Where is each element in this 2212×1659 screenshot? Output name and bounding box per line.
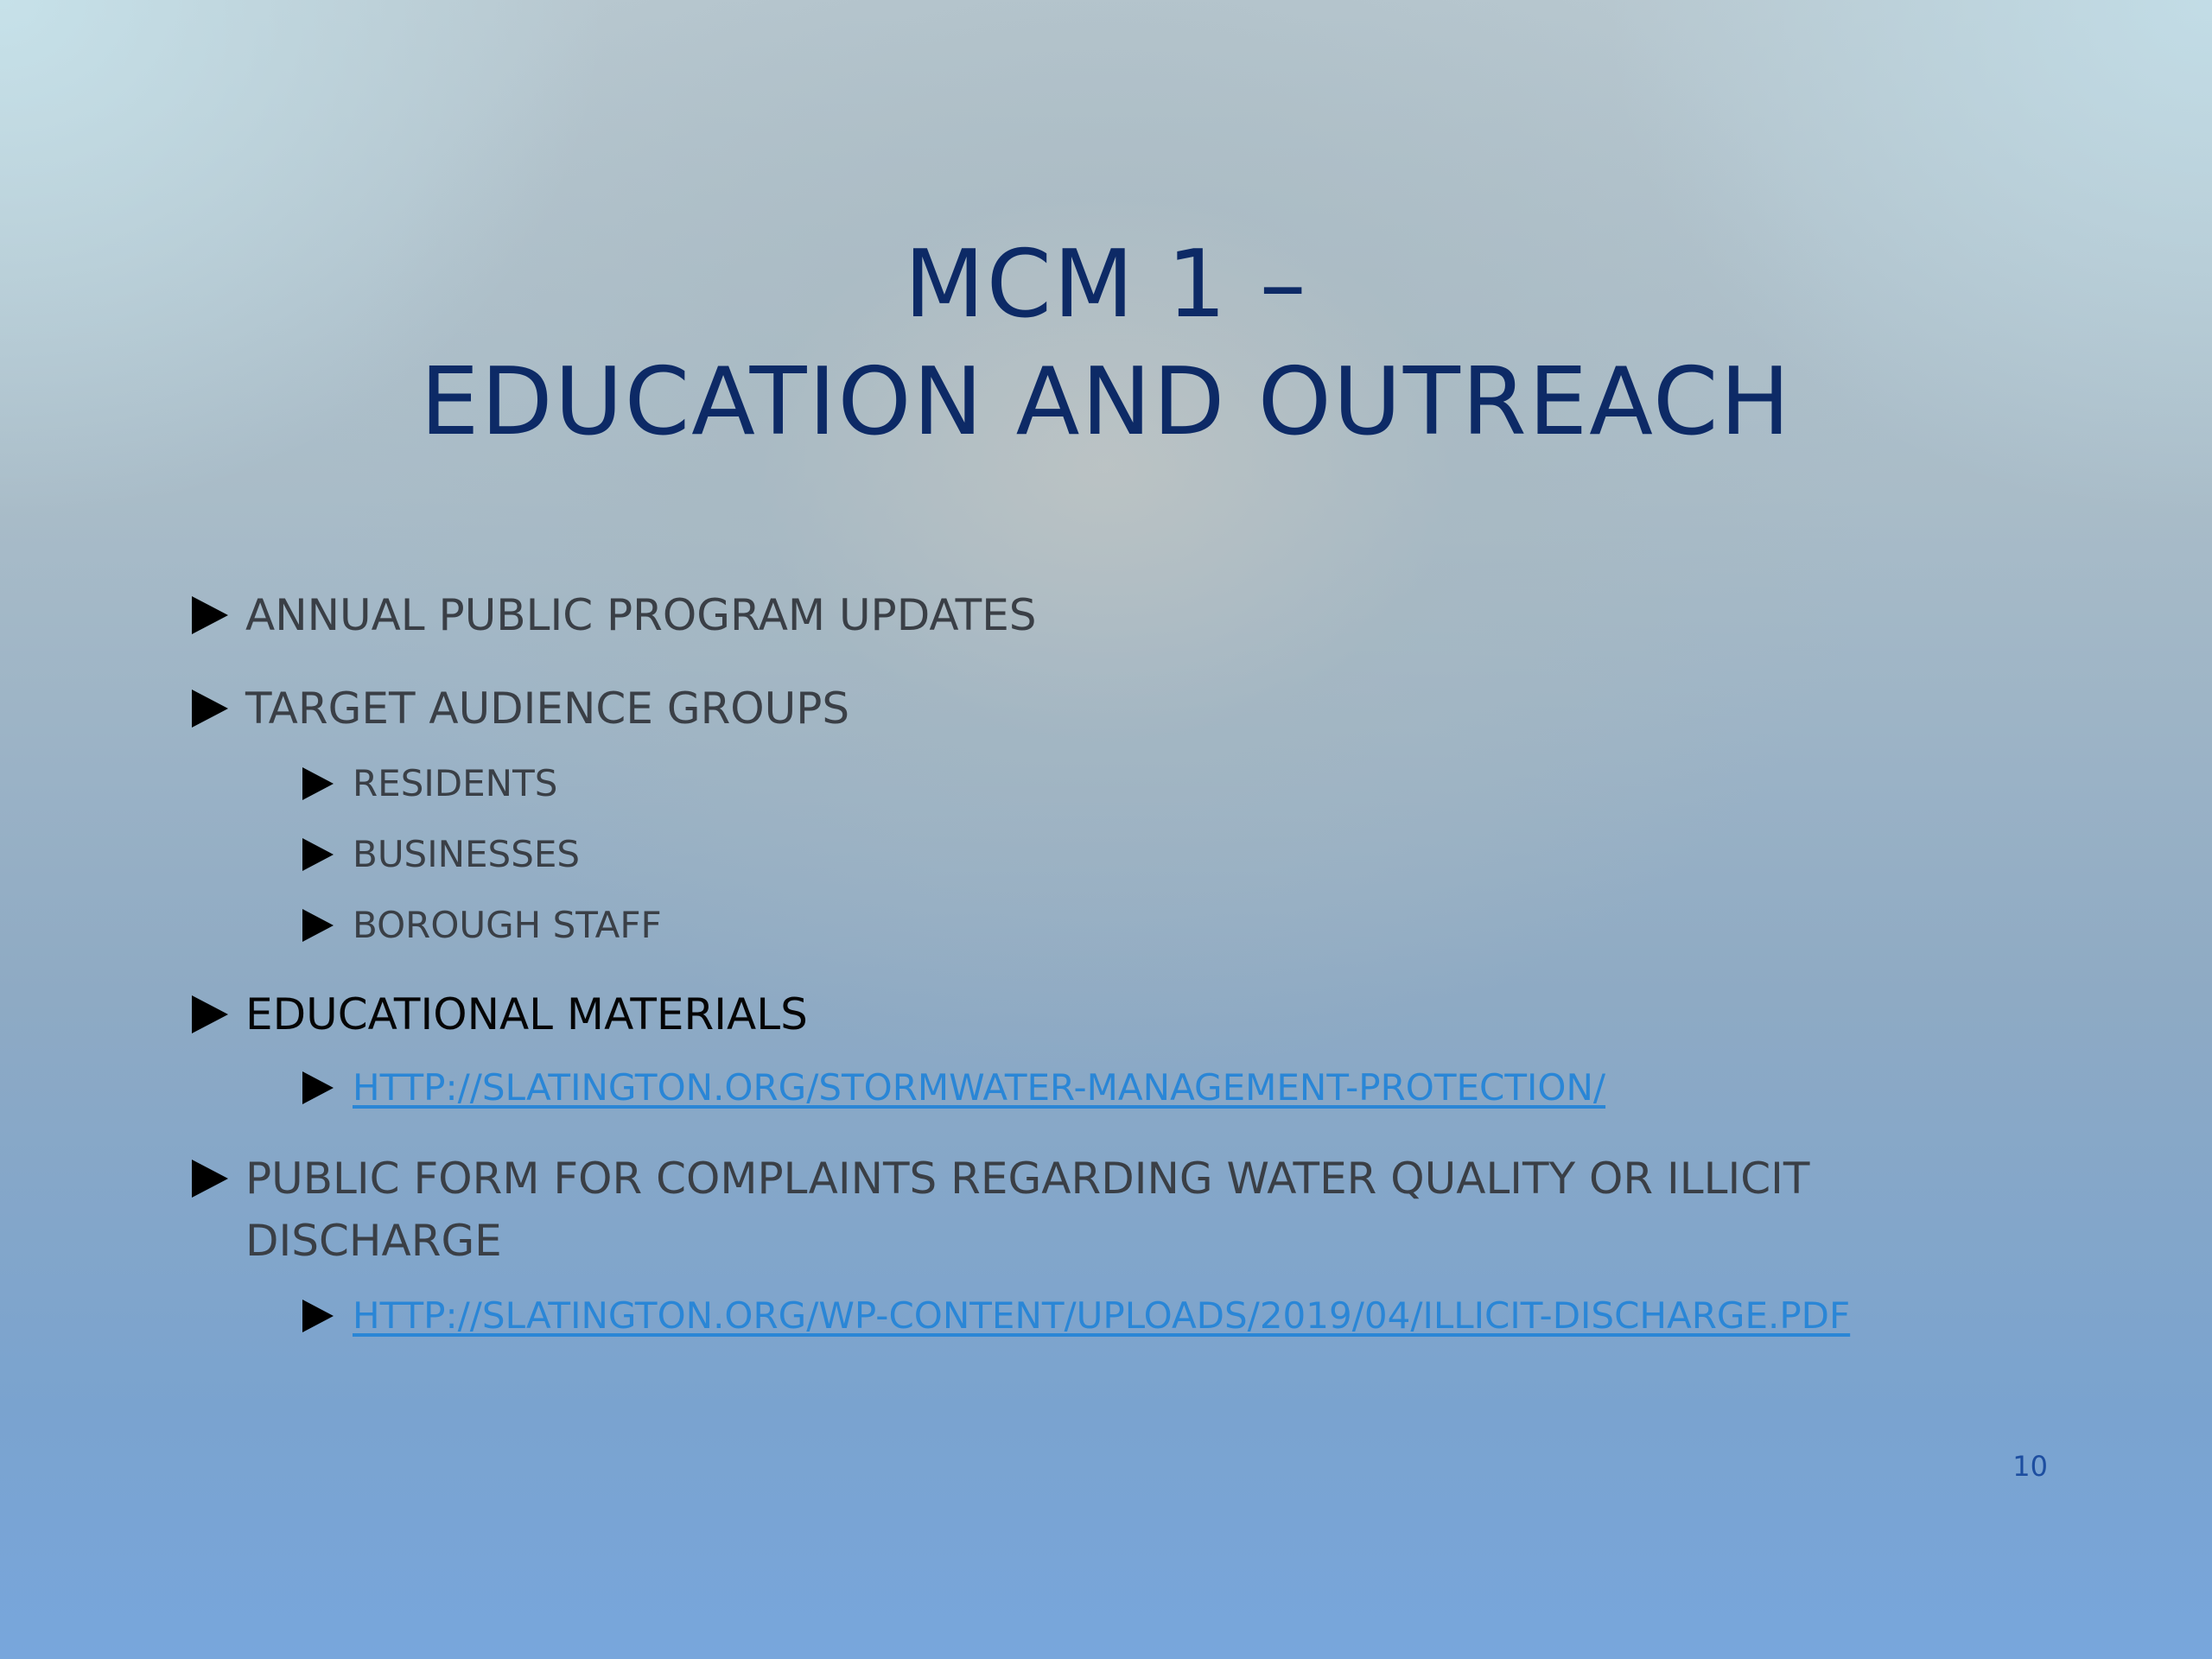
triangle-right-icon	[192, 690, 228, 728]
triangle-right-icon	[302, 1071, 334, 1104]
sub-bullet-borough-staff	[302, 899, 662, 952]
triangle-right-icon	[302, 767, 334, 800]
sub-bullet-illicit-discharge-link	[302, 1289, 1850, 1343]
bullet-text: EDUCATIONAL MATERIALS	[245, 989, 808, 1039]
bullet-text: PUBLIC FORM FOR COMPLAINTS REGARDING WATER QUALITY OR ILLICIT DISCHARGE	[245, 1154, 1810, 1266]
sub-bullet-text: RESIDENTS	[353, 762, 558, 804]
sub-bullet-businesses	[302, 828, 580, 881]
page-number: 10	[2012, 1450, 2048, 1483]
bullet-target-audience	[192, 677, 849, 740]
bullet-educational-materials	[192, 983, 808, 1046]
illicit-discharge-link[interactable]: HTTP://SLATINGTON.ORG/WP-CONTENT/UPLOADS/2019/04/ILLICIT-DISCHARGE.PDF	[353, 1294, 1851, 1337]
title-line-2: EDUCATION AND OUTREACH	[420, 348, 1792, 456]
triangle-right-icon	[192, 1160, 228, 1198]
sub-bullet-stormwater-link	[302, 1061, 1605, 1115]
title-line-1: MCM 1 –	[904, 231, 1308, 339]
triangle-right-icon	[302, 909, 334, 942]
sub-bullet-residents	[302, 757, 557, 810]
triangle-right-icon	[302, 838, 334, 871]
stormwater-link[interactable]: HTTP://SLATINGTON.ORG/STORMWATER-MANAGEMENT-PROTECTION/	[353, 1066, 1606, 1109]
triangle-right-icon	[192, 596, 228, 634]
sub-bullet-text: BOROUGH STAFF	[353, 904, 662, 946]
triangle-right-icon	[192, 995, 228, 1033]
bullet-text: TARGET AUDIENCE GROUPS	[245, 683, 850, 734]
sub-bullet-text: BUSINESSES	[353, 833, 581, 875]
bullet-annual-updates	[192, 584, 1037, 646]
bullet-public-form	[192, 1147, 1887, 1272]
triangle-right-icon	[302, 1300, 334, 1332]
bullet-text: ANNUAL PUBLIC PROGRAM UPDATES	[245, 590, 1037, 640]
